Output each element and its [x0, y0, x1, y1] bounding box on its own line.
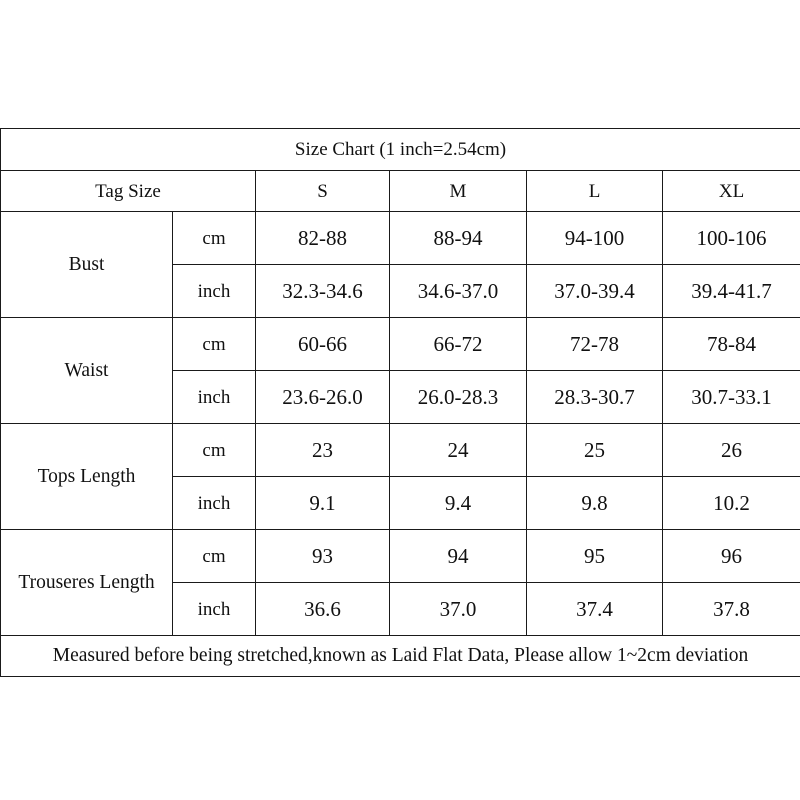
title-row [1, 129, 800, 171]
value-cell: 23 [256, 424, 390, 477]
size-header-xl: XL [663, 171, 800, 212]
value-cell: 37.4 [527, 583, 663, 636]
value-cell: 37.0 [390, 583, 527, 636]
unit-label-inch: inch [173, 265, 256, 318]
value-cell: 93 [256, 530, 390, 583]
value-cell: 25 [527, 424, 663, 477]
chart-title: Size Chart (1 inch=2.54cm) [1, 129, 800, 171]
value-cell: 26 [663, 424, 800, 477]
measurement-label-tops-length: Tops Length [1, 424, 173, 530]
value-cell: 26.0-28.3 [390, 371, 527, 424]
value-cell: 9.4 [390, 477, 527, 530]
value-cell: 78-84 [663, 318, 800, 371]
table-row [1, 318, 800, 371]
header-row [1, 171, 800, 212]
value-cell: 66-72 [390, 318, 527, 371]
table-row [1, 212, 800, 265]
value-cell: 10.2 [663, 477, 800, 530]
size-header-l: L [527, 171, 663, 212]
value-cell: 34.6-37.0 [390, 265, 527, 318]
unit-label-inch: inch [173, 583, 256, 636]
unit-label-inch: inch [173, 371, 256, 424]
unit-label-cm: cm [173, 530, 256, 583]
value-cell: 37.0-39.4 [527, 265, 663, 318]
value-cell: 28.3-30.7 [527, 371, 663, 424]
value-cell: 95 [527, 530, 663, 583]
value-cell: 39.4-41.7 [663, 265, 800, 318]
table-row [1, 424, 800, 477]
measurement-label-trouseres-length: Trouseres Length [1, 530, 173, 636]
measurement-note: Measured before being stretched,known as Laid Flat Data, Please allow 1~2cm deviation [1, 636, 800, 677]
unit-label-inch: inch [173, 477, 256, 530]
value-cell: 60-66 [256, 318, 390, 371]
value-cell: 23.6-26.0 [256, 371, 390, 424]
unit-label-cm: cm [173, 212, 256, 265]
value-cell: 94-100 [527, 212, 663, 265]
value-cell: 100-106 [663, 212, 800, 265]
value-cell: 94 [390, 530, 527, 583]
value-cell: 30.7-33.1 [663, 371, 800, 424]
value-cell: 88-94 [390, 212, 527, 265]
value-cell: 96 [663, 530, 800, 583]
value-cell: 32.3-34.6 [256, 265, 390, 318]
size-chart-table [0, 128, 800, 677]
measurement-label-bust: Bust [1, 212, 173, 318]
value-cell: 82-88 [256, 212, 390, 265]
value-cell: 72-78 [527, 318, 663, 371]
footer-row [1, 636, 800, 677]
value-cell: 24 [390, 424, 527, 477]
value-cell: 36.6 [256, 583, 390, 636]
measurement-label-waist: Waist [1, 318, 173, 424]
size-header-s: S [256, 171, 390, 212]
value-cell: 9.8 [527, 477, 663, 530]
unit-label-cm: cm [173, 318, 256, 371]
value-cell: 9.1 [256, 477, 390, 530]
value-cell: 37.8 [663, 583, 800, 636]
tag-size-header: Tag Size [1, 171, 256, 212]
unit-label-cm: cm [173, 424, 256, 477]
size-header-m: M [390, 171, 527, 212]
table-row [1, 530, 800, 583]
